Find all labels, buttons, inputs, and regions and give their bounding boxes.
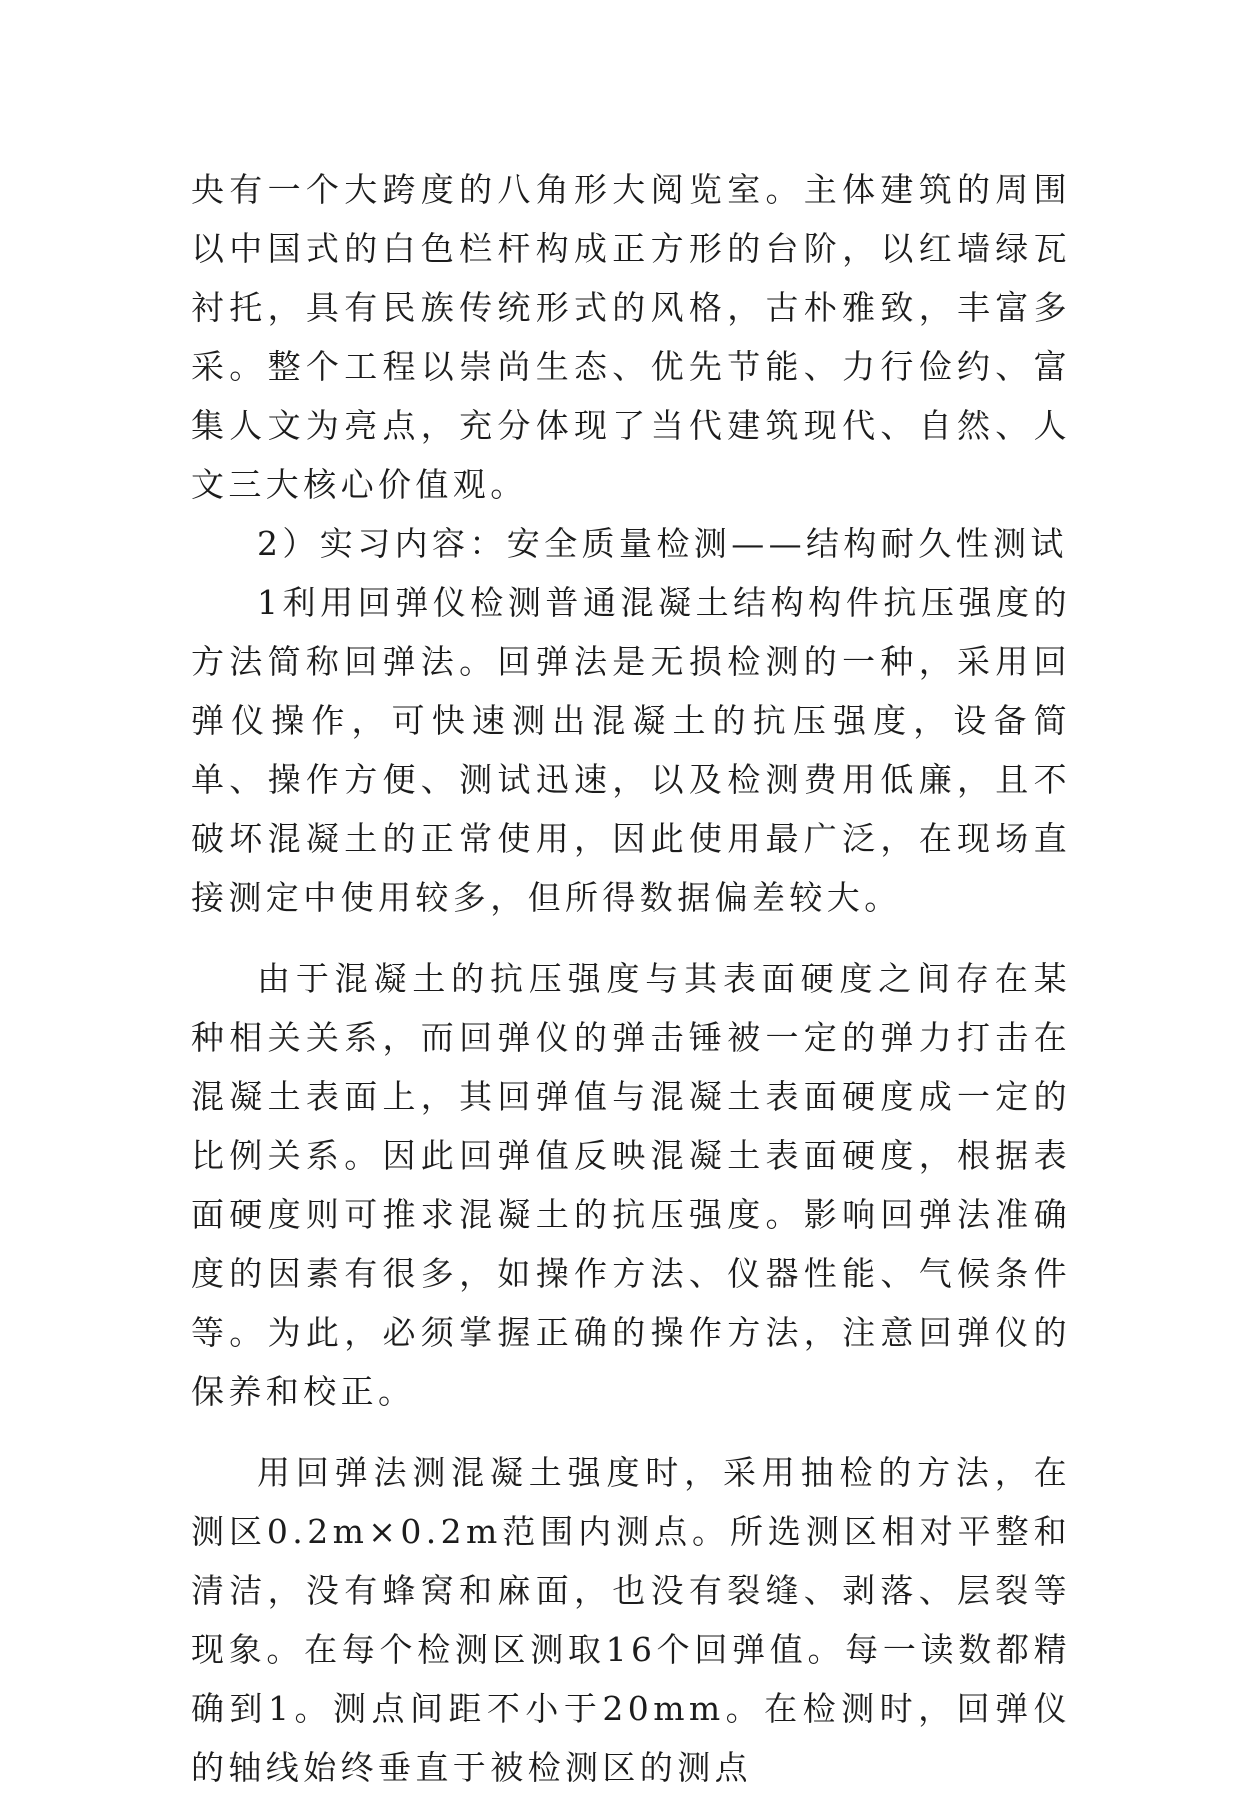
paragraph-test-procedure: 用回弹法测混凝土强度时，采用抽检的方法，在测区0.2m×0.2m范围内测点。所选测区相对平整和清洁，没有蜂窝和麻面，也没有裂缝、剥落、层裂等现象。在每个检测区测取16个回弹值。每一读数都精确到1。测点间距不小于20mm。在检测时，回弹仪的轴线始终垂直于被检测区的测点 bbox=[191, 1453, 1071, 1787]
paragraph-rebound-method: 1利用回弹仪检测普通混凝土结构构件抗压强度的方法简称回弹法。回弹法是无损检测的一种，采用回弹仪操作，可快速测出混凝土的抗压强度，设备简单、操作方便、测试迅速，以及检测费用低廉，且不破坏混凝土的正常使用，因此使用最广泛，在现场直接测定中使用较多，但所得数据偏差较大。 bbox=[191, 583, 1071, 917]
section-heading: 2）实习内容：安全质量检测——结构耐久性测试 bbox=[257, 524, 1068, 563]
body-text bbox=[191, 160, 1071, 1797]
paragraph-continuation: 央有一个大跨度的八角形大阅览室。主体建筑的周围以中国式的白色栏杆构成正方形的台阶，以红墙绿瓦衬托，具有民族传统形式的风格，古朴雅致，丰富多采。整个工程以崇尚生态、优先节能、力行俭约、富集人文为亮点，充分体现了当代建筑现代、自然、人文三大核心价值观。 bbox=[191, 170, 1071, 504]
paragraph-hardness-relation: 由于混凝土的抗压强度与其表面硬度之间存在某种相关关系，而回弹仪的弹击锤被一定的弹力打击在混凝土表面上，其回弹值与混凝土表面硬度成一定的比例关系。因此回弹值反映混凝土表面硬度，根据表面硬度则可推求混凝土的抗压强度。影响回弹法准确度的因素有很多，如操作方法、仪器性能、气候条件等。为此，必须掌握正确的操作方法，注意回弹仪的保养和校正。 bbox=[191, 959, 1071, 1411]
